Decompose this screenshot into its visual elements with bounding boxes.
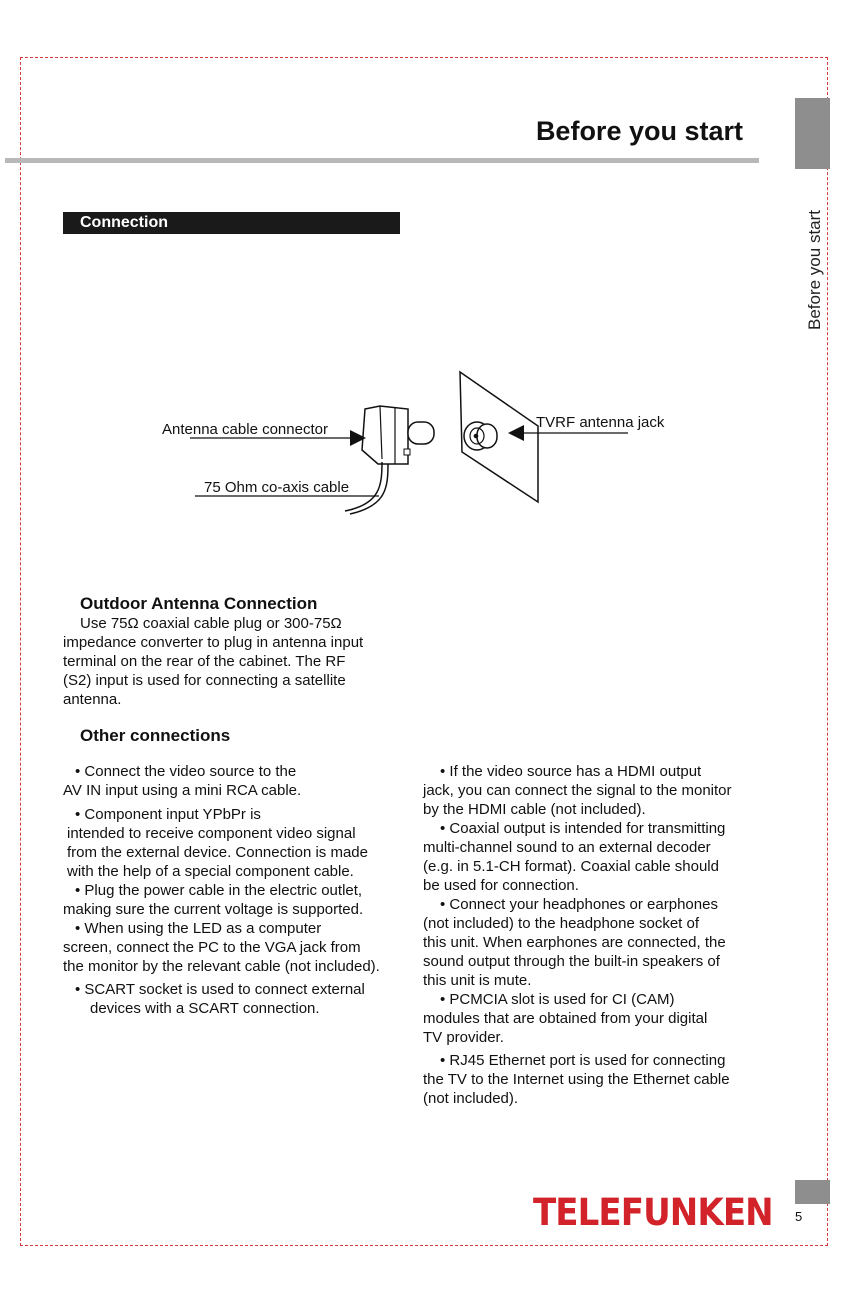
telefunken-logo: TELEFUNKEN — [533, 1191, 773, 1234]
jack-arrow — [508, 425, 524, 441]
list-item: • Connect the video source to the AV IN input using a mini RCA cable. — [63, 763, 302, 799]
side-section-label: Before you start — [805, 209, 824, 330]
outdoor-line: antenna. — [63, 691, 122, 708]
list-item: • If the video source has a HDMI output jack, you can connect the signal to the monitor by the HDMI cable (not included). — [423, 763, 732, 818]
list-item: • Connect your headphones or earphones (not included) to the headphone socket of this unit. When earphones are connected, the sound output through the built-in speakers of this unit is mute. — [423, 896, 726, 989]
jack-label: TVRF antenna jack — [536, 414, 665, 431]
other-connections-heading: Other connections — [80, 726, 231, 745]
antenna-jack-body — [477, 424, 497, 448]
list-item: • Coaxial output is intended for transmitting multi-channel sound to an external decoder (e.g. in 5.1-CH format). Coaxial cable should be used for connection. — [423, 820, 726, 894]
outdoor-antenna-text — [63, 614, 403, 709]
list-item: • When using the LED as a computer screen, connect the PC to the VGA jack from the monitor by the relevant cable (not included). — [63, 920, 380, 975]
coax-cable-label: 75 Ohm co-axis cable — [204, 479, 350, 496]
coax-cable — [345, 462, 382, 511]
antenna-connector-label: Antenna cable connector — [162, 421, 328, 438]
outdoor-line: impedance converter to plug in antenna input — [63, 634, 364, 651]
list-item: • RJ45 Ethernet port is used for connecting the TV to the Internet using the Ethernet cable (not included). — [423, 1052, 730, 1107]
side-tab-marker — [795, 98, 830, 169]
page-number-tab — [795, 1180, 830, 1204]
list-item: • PCMCIA slot is used for CI (CAM) modules that are obtained from your digital TV provider. — [423, 991, 708, 1046]
antenna-connection-diagram — [150, 366, 690, 516]
list-item: • SCART socket is used to connect external devices with a SCART connection. — [75, 981, 365, 1017]
right-bullet-list — [423, 762, 763, 1108]
page-title: Before you start — [535, 116, 743, 146]
list-item: • Component input YPbPr is intended to receive component video signal from the external device. Connection is made with the help of a special component cable. — [67, 806, 368, 880]
outdoor-line: (S2) input is used for connecting a satellite — [63, 672, 346, 689]
left-bullet-list — [63, 762, 408, 1018]
list-item: • Plug the power cable in the electric outlet, making sure the current voltage is supported. — [63, 882, 364, 918]
antenna-connector — [362, 406, 408, 464]
outdoor-line: terminal on the rear of the cabinet. The RF — [63, 653, 346, 670]
page-number: 5 — [795, 1209, 803, 1224]
section-title-bar: Connection — [63, 212, 400, 234]
outdoor-antenna-heading: Outdoor Antenna Connection — [80, 594, 318, 613]
header-divider — [5, 158, 759, 163]
outdoor-line: Use 75Ω coaxial cable plug or 300-75Ω — [80, 615, 342, 632]
